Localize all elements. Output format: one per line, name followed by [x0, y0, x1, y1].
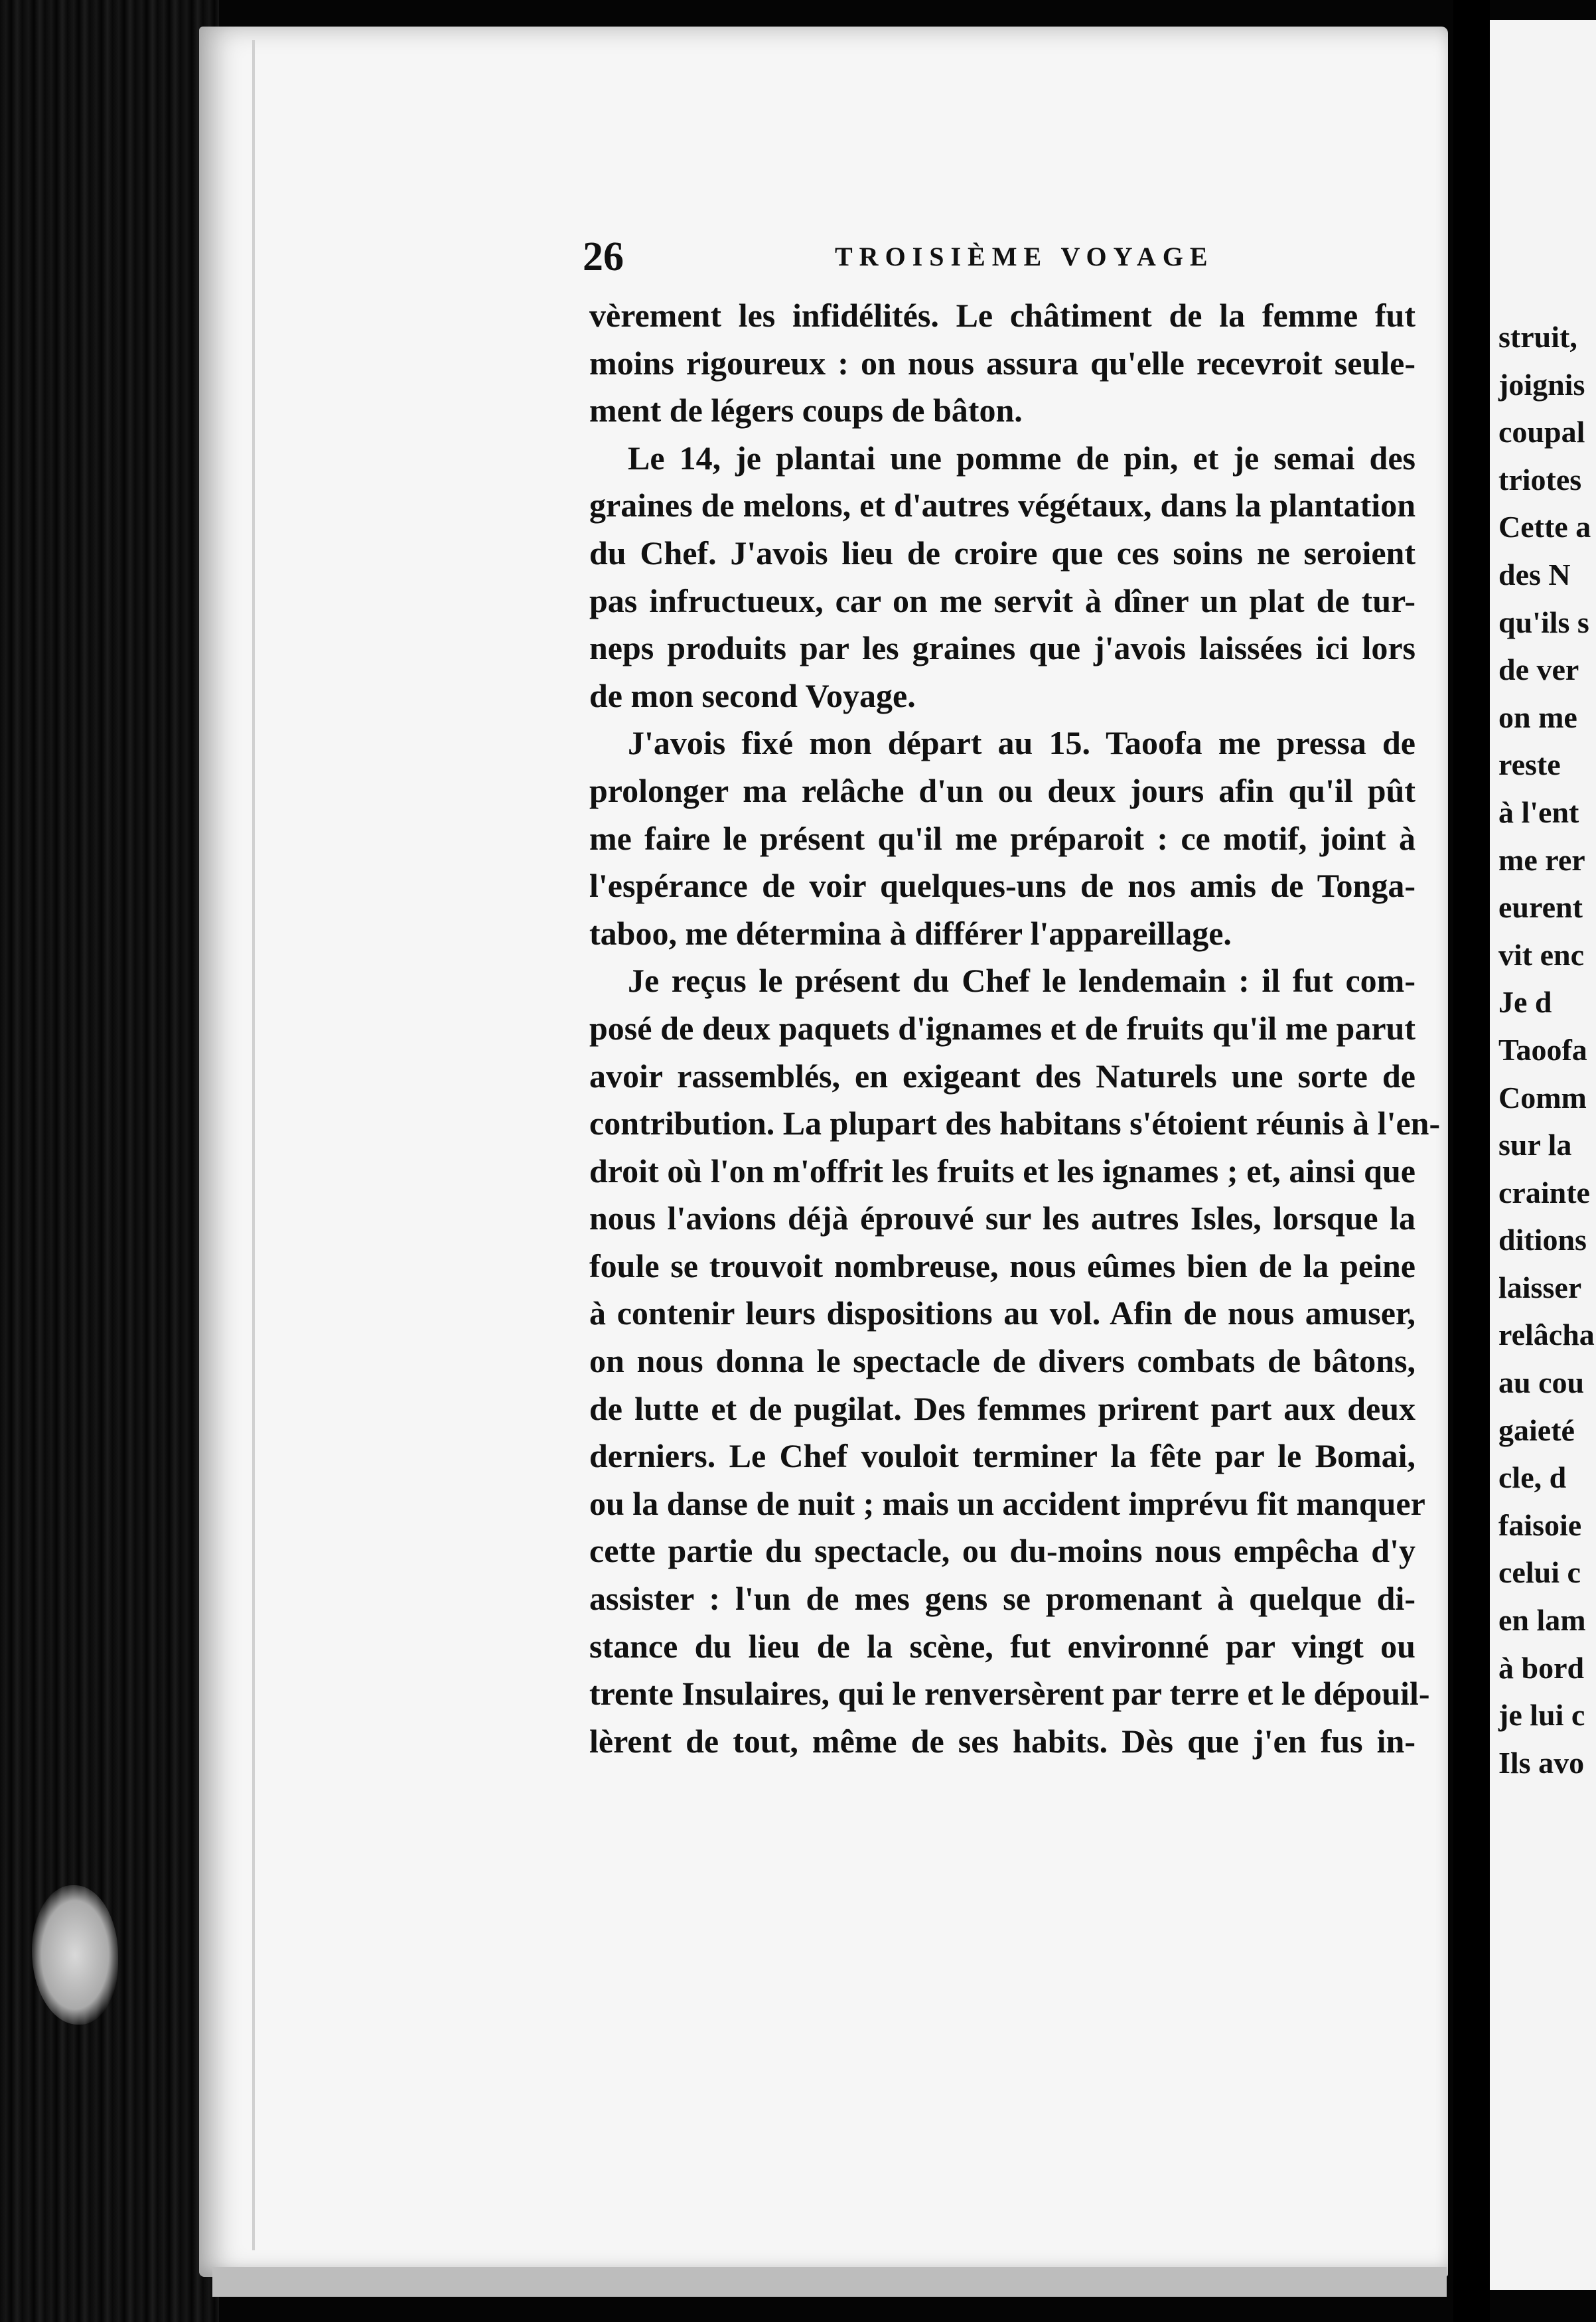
text-line: contribution. La plupart des habitans s'étoient réunis à l'en-	[589, 1105, 1441, 1142]
text-line: assister : l'un de mes gens se promenant à quelque di-	[589, 1580, 1415, 1618]
facing-line: gaieté	[1498, 1413, 1575, 1447]
text-line: derniers. Le Chef vouloit terminer la fête par le Bomai,	[589, 1437, 1415, 1475]
facing-line: struit,	[1498, 320, 1577, 354]
text-line: trente Insulaires, qui le renversèrent par terre et le dépouil-	[589, 1675, 1430, 1713]
facing-line: à bord	[1498, 1650, 1585, 1685]
facing-line: joignis	[1498, 367, 1585, 402]
text-line: prolonger ma relâche d'un ou deux jours afin qu'il pût	[589, 771, 1415, 809]
text-line: Le 14, je plantai une pomme de pin, et je semai des	[628, 439, 1415, 477]
text-line: de mon second Voyage.	[589, 676, 916, 714]
facing-line: me rer	[1498, 842, 1585, 877]
facing-line: celui c	[1498, 1555, 1581, 1590]
body-text	[589, 292, 1441, 1765]
text-line: vèrement les infidélités. Le châtiment de la femme fut	[589, 297, 1415, 334]
text-line: posé de deux paquets d'ignames et de fruits qu'il me parut	[589, 1009, 1415, 1047]
facing-line: Cette a	[1498, 510, 1591, 544]
text-line: cette partie du spectacle, ou du-moins nous empêcha d'y	[589, 1532, 1415, 1570]
facing-line: eurent	[1498, 890, 1583, 925]
facing-line: en lam	[1498, 1603, 1586, 1638]
text-line: me faire le présent qu'il me préparoit : ce motif, joint à	[589, 819, 1415, 857]
page-gap	[1453, 0, 1490, 2322]
text-line: avoir rassemblés, en exigeant des Naturels une sorte de	[589, 1057, 1415, 1095]
facing-line: faisoie	[1498, 1508, 1582, 1542]
facing-line: qu'ils s	[1498, 605, 1589, 639]
facing-line: Comm	[1498, 1080, 1587, 1115]
text-line: moins rigoureux : on nous assura qu'elle recevroit seule-	[589, 344, 1415, 382]
facing-line: cle, d	[1498, 1460, 1567, 1495]
page-bottom-edge	[212, 2267, 1447, 2297]
text-line: l'espérance de voir quelques-uns de nos amis de Tonga-	[589, 867, 1415, 905]
facing-line: laisser	[1498, 1270, 1582, 1304]
facing-line: Ils avo	[1498, 1745, 1585, 1780]
text-line: du Chef. J'avois lieu de croire que ces soins ne seroient	[589, 534, 1415, 572]
text-line: de lutte et de pugilat. Des femmes prirent part aux deux	[589, 1389, 1415, 1427]
facing-line: je lui c	[1498, 1698, 1585, 1733]
facing-page-text	[1498, 313, 1595, 1786]
page-header	[583, 234, 1412, 280]
facing-line: crainte	[1498, 1175, 1590, 1209]
facing-line: reste	[1498, 747, 1561, 782]
text-line: pas infructueux, car on me servit à dîner un plat de tur-	[589, 581, 1415, 619]
text-line: lèrent de tout, même de ses habits. Dès que j'en fus in-	[589, 1722, 1415, 1760]
facing-line: relâcha	[1498, 1318, 1595, 1352]
page-number: 26	[583, 234, 624, 279]
facing-line: on me	[1498, 700, 1577, 734]
text-line: neps produits par les graines que j'avois laissées ici lors	[589, 629, 1415, 667]
facing-line: de ver	[1498, 653, 1579, 687]
text-line: foule se trouvoit nombreuse, nous eûmes bien de la peine	[589, 1247, 1415, 1284]
text-line: droit où l'on m'offrit les fruits et les ignames ; et, ainsi que	[589, 1152, 1415, 1190]
text-line: stance du lieu de la scène, fut environné par vingt ou	[589, 1627, 1415, 1665]
facing-line: coupal	[1498, 415, 1585, 449]
text-line: on nous donna le spectacle de divers combats de bâtons,	[589, 1342, 1415, 1380]
text-line: taboo, me détermina à différer l'appareillage.	[589, 914, 1232, 952]
facing-line: Taoofa	[1498, 1032, 1587, 1067]
page-edge	[252, 40, 255, 2250]
text-line: ou la danse de nuit ; mais un accident imprévu fit manquer	[589, 1484, 1425, 1522]
facing-line: vit enc	[1498, 937, 1585, 972]
facing-line: des N	[1498, 557, 1571, 591]
text-line: J'avois fixé mon départ au 15. Taoofa me pressa de	[628, 724, 1415, 762]
text-line: ment de légers coups de bâton.	[589, 392, 1023, 429]
facing-line: ditions	[1498, 1223, 1587, 1257]
facing-line: à l'ent	[1498, 795, 1579, 829]
facing-line: Je d	[1498, 985, 1552, 1020]
running-head: TROISIÈME VOYAGE	[835, 242, 1214, 271]
text-line: à contenir leurs dispositions au vol. Afin de nous amuser,	[589, 1294, 1415, 1332]
text-line: nous l'avions déjà éprouvé sur les autres Isles, lorsque la	[589, 1200, 1415, 1237]
facing-line: sur la	[1498, 1128, 1572, 1162]
text-line: graines de melons, et d'autres végétaux, dans la plantation	[589, 487, 1415, 524]
text-line: Je reçus le présent du Chef le lendemain : il fut com-	[628, 962, 1415, 1000]
facing-line: triotes	[1498, 462, 1582, 497]
facing-line: au cou	[1498, 1365, 1585, 1400]
